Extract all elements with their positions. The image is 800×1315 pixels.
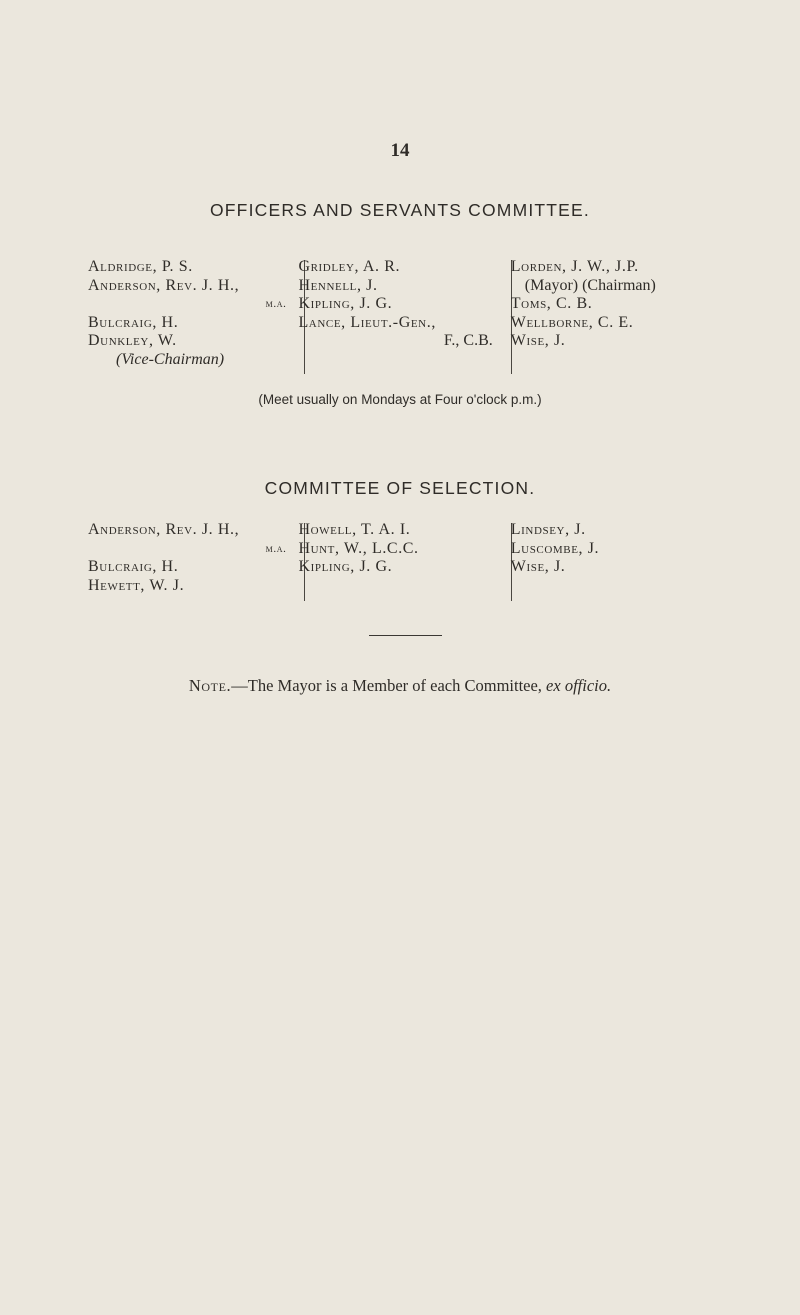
member-role: (Vice-Chairman) [116,350,225,368]
member-name: Aldridge, P. S. [88,258,193,275]
member-name: Wise, J. [510,332,566,350]
member-suffix: m.a. [265,542,287,555]
member-role: (Mayor) (Chairman) [524,276,656,294]
member-name: Kipling, J. G. [298,295,393,313]
member-name: Gridley, A. R. [298,258,401,275]
member-name: Anderson, Rev. J. H., [88,276,240,294]
selection-committee-members [88,521,718,595]
meeting-note: (Meet usually on Mondays at Four o'clock p.m.) [258,392,542,407]
member-name: Hunt, W., L.C.C. [298,539,419,557]
members-column-1 [88,258,286,370]
footnote-prefix: Note. [188,676,232,695]
member-name: Wise, J. [510,558,566,576]
member-name: Dunkley, W. [88,332,177,350]
member-name: Lorden, J. W., J.P. [510,258,639,275]
member-name: Toms, C. B. [510,295,593,313]
members-column-2 [286,521,500,595]
member-name: Lance, Lieut.-Gen., [298,313,436,331]
footnote-latin: ex officio. [546,676,612,695]
member-name: Howell, T. A. I. [298,521,411,538]
member-suffix: F., C.B. [443,332,493,350]
member-suffix: m.a. [265,298,287,311]
footnote-text: —The Mayor is a Member of each Committee, [231,676,547,695]
member-name: Lindsey, J. [510,521,586,538]
members-column-3 [501,521,718,595]
member-name: Kipling, J. G. [298,558,393,576]
member-name: Hennell, J. [298,276,378,294]
officers-committee-members [88,258,718,370]
member-name: Bulcraig, H. [88,313,179,331]
member-name: Bulcraig, H. [88,558,179,576]
member-name: Hewett, W. J. [88,576,185,594]
member-name: Anderson, Rev. J. H., [88,521,240,538]
section-divider [369,635,442,636]
members-column-1 [88,521,286,595]
members-column-2 [286,258,500,370]
officers-committee-title: OFFICERS AND SERVANTS COMMITTEE. [209,200,590,220]
selection-committee-title: COMMITTEE OF SELECTION. [264,478,536,498]
member-name: Wellborne, C. E. [510,313,634,331]
members-column-3 [501,258,718,370]
footnote [0,676,800,696]
page-number: 14 [390,140,410,161]
member-name: Luscombe, J. [510,539,600,557]
